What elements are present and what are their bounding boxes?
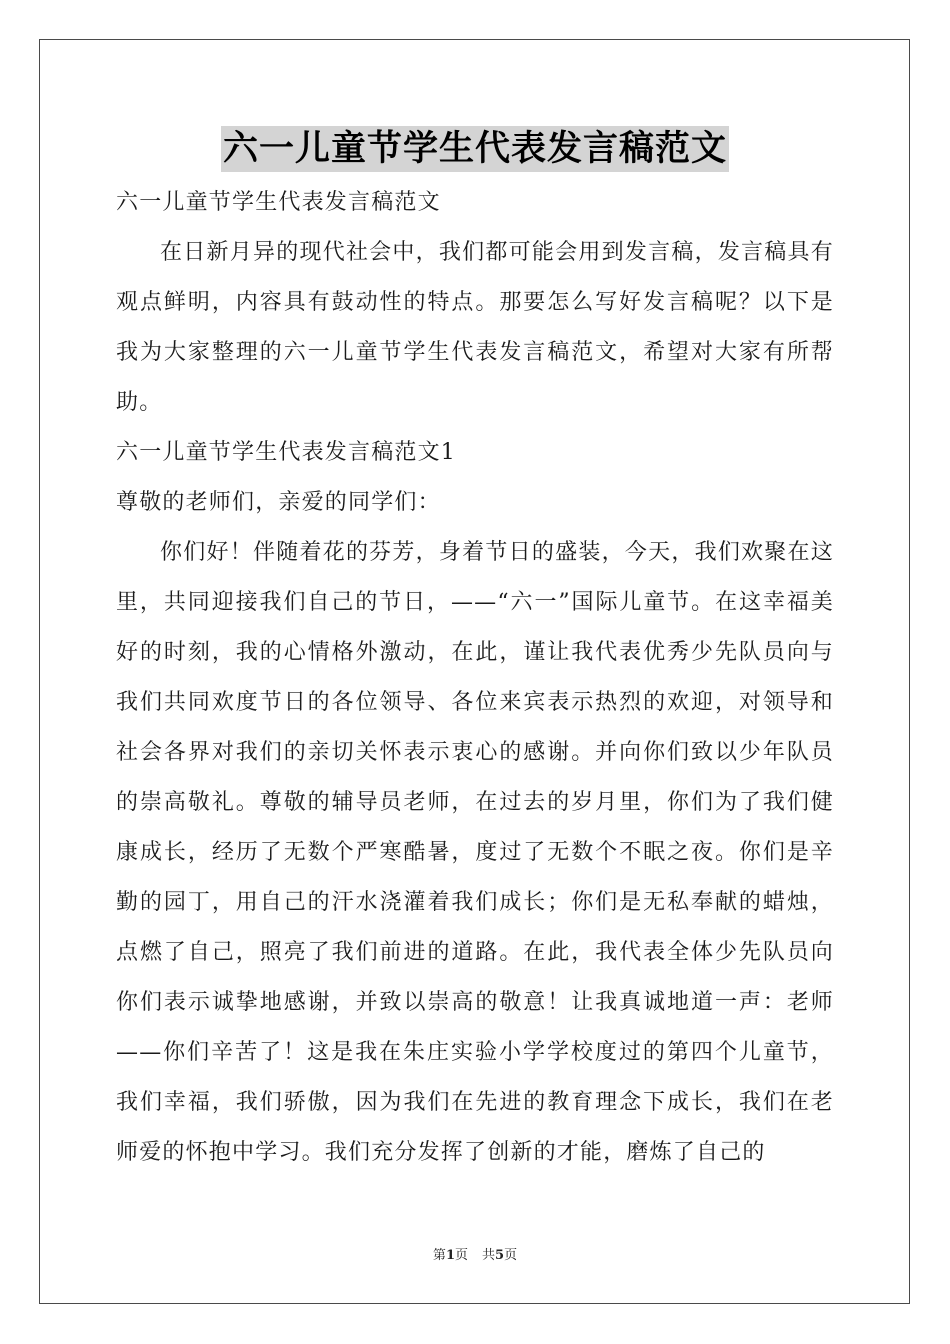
page-number-current: 1: [445, 1248, 455, 1263]
paragraph-speech-body: 你们好！伴随着花的芬芳，身着节日的盛装，今天，我们欢聚在这里，共同迎接我们自己的节日，——“六一”国际儿童节。在这幸福美好的时刻，我的心情格外激动，在此，谨让我代表优秀少先队员向与我们共同欢度节日的各位领导、各位来宾表示热烈的欢迎，对领导和社会各界对我们的亲切关怀表示衷心的感谢。并向你们致以少年队员的崇高敬礼。尊敬的辅导员老师，在过去的岁月里，你们为了我们健康成长，经历了无数个严寒酷暑，度过了无数个不眠之夜。你们是辛勤的园丁，用自己的汗水浇灌着我们成长；你们是无私奉献的蜡烛，点燃了自己，照亮了我们前进的道路。在此，我代表全体少先队员向你们表示诚挚地感谢，并致以崇高的敬意！让我真诚地道一声：老师——你们辛苦了！这是我在朱庄实验小学学校度过的第四个儿童节，我们幸福，我们骄傲，因为我们在先进的教育理念下成长，我们在老师爱的怀抱中学习。我们充分发挥了创新的才能，磨炼了自己的: [116, 540, 834, 1165]
document-body: [116, 178, 834, 1178]
paragraph-subtitle: 六一儿童节学生代表发言稿范文: [116, 190, 441, 215]
total-suffix: 页: [504, 1248, 518, 1263]
page-suffix: 页: [454, 1248, 468, 1263]
paragraph-section-heading: 六一儿童节学生代表发言稿范文1: [116, 440, 456, 465]
total-prefix: 共: [482, 1248, 496, 1263]
paragraph-intro: 在日新月异的现代社会中，我们都可能会用到发言稿，发言稿具有观点鲜明，内容具有鼓动性的特点。那要怎么写好发言稿呢？以下是我为大家整理的六一儿童节学生代表发言稿范文，希望对大家有所帮助。: [116, 240, 834, 415]
page-footer: [0, 1247, 950, 1265]
title-container: [0, 126, 950, 172]
page-number-total: 5: [495, 1248, 505, 1263]
page-prefix: 第: [432, 1248, 446, 1263]
document-title: 六一儿童节学生代表发言稿范文: [221, 126, 729, 172]
paragraph-salutation: 尊敬的老师们，亲爱的同学们：: [116, 490, 441, 515]
